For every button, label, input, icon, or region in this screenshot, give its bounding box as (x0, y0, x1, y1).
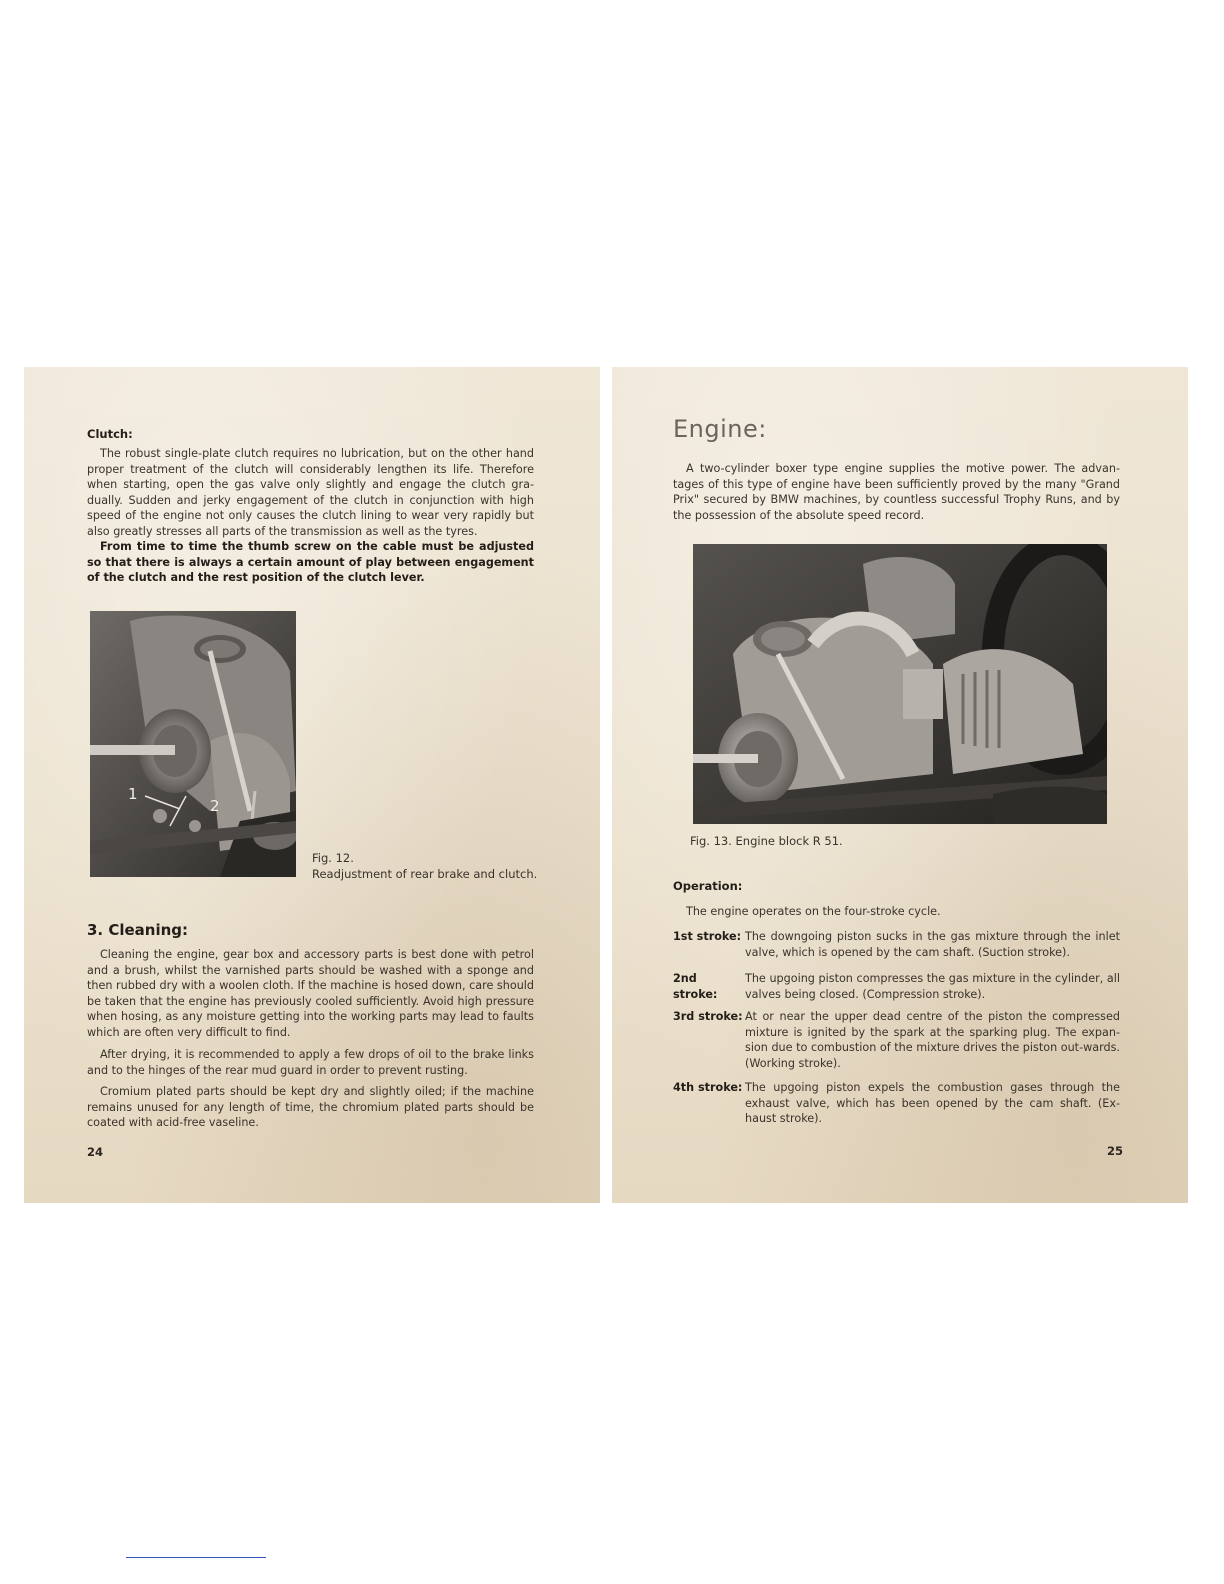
fig12-caption-text: Readjustment of rear brake and clutch. (312, 867, 538, 881)
clutch-text: The robust single-plate clutch requires no lubrication, but on the other hand proper treatment of the clutch will considerably lengthen its life. Therefore when starting, open the gas valve only slightly and engage the clutch gra-dually. Sudden and jerky engagement of the clutch in conjunction with high speed of the engine not only causes the clutch lining to wear very rapidly but also greatly stresses all parts of the transmission as well as the tyres. (87, 447, 534, 538)
stroke-row (673, 1080, 1120, 1128)
fig12-illustration (90, 611, 296, 877)
fig12-caption-number: Fig. 12. (312, 851, 354, 865)
left-page (24, 367, 600, 1203)
stroke-label: 1st stroke: (673, 930, 742, 943)
stroke-row (673, 929, 1120, 961)
stroke-row (673, 1009, 1120, 1073)
stroke-label: 3rd stroke: (673, 1010, 743, 1023)
cleaning-paragraph-3 (87, 1084, 534, 1131)
cleaning-text-3: Cromium plated parts should be kept dry and slightly oiled; if the machine remains unused for any length of time, the chromium plated parts should be coated with acid-free vaseline. (87, 1085, 534, 1130)
cleaning-text-1: Cleaning the engine, gear box and accessory parts is best done with petrol and a brush, whilst the varnished parts should be washed with a sponge and then rubbed dry with a woolen cloth. If the machine is hosed down, care should be taken that the engine has previously cooled sufficiently. Avoid high pressure when hosing, as any moisture getting into the working parts may lead to faults which are often very difficult to find. (87, 948, 534, 1039)
fig13-photo (693, 544, 1107, 824)
stroke-text: The upgoing piston compresses the gas mixture in the cylinder, all valves being closed. (Compression stroke). (745, 972, 1120, 1001)
stroke-label: 2nd stroke: (673, 972, 718, 1001)
fig13-caption: Fig. 13. Engine block R 51. (690, 834, 843, 848)
stroke-text: The downgoing piston sucks in the gas mixture through the inlet valve, which is opened by the cam shaft. (Suction stroke). (745, 930, 1120, 959)
engine-heading: Engine: (673, 415, 767, 443)
stroke-row (673, 971, 1120, 1003)
cleaning-text-2: After drying, it is recommended to apply a few drops of oil to the brake links and to the hinges of the rear mud guard in order to prevent rusting. (87, 1048, 534, 1077)
operation-heading: Operation: (673, 879, 743, 893)
clutch-note-text: From time to time the thumb screw on the cable must be adjusted so that there is always a certain amount of play between engagement of the clutch and the rest position of the clutch lever. (87, 540, 534, 585)
page-number-left: 24 (87, 1145, 104, 1159)
footnote-rule (126, 1557, 266, 1558)
fig13-illustration (693, 544, 1107, 824)
clutch-paragraph (87, 446, 534, 540)
fig12-label-2: 2 (210, 797, 220, 815)
clutch-heading: Clutch: (87, 427, 133, 441)
fig12-photo (90, 611, 296, 877)
stroke-text: At or near the upper dead centre of the piston the compressed mixture is ignited by the spark at the sparking plug. The expan-sion due to combustion of the mixture drives the piston out-wards. (Working stroke). (745, 1010, 1120, 1070)
fig12-caption (312, 850, 537, 882)
cleaning-paragraph-1 (87, 947, 534, 1041)
cleaning-paragraph-2 (87, 1047, 534, 1078)
cleaning-heading: 3. Cleaning: (87, 921, 189, 939)
clutch-note (87, 539, 534, 586)
stroke-label: 4th stroke: (673, 1081, 743, 1094)
stroke-text: The upgoing piston expels the combustion gases through the exhaust valve, which has been opened by the cam shaft. (Ex-haust stroke). (745, 1081, 1120, 1126)
engine-text: A two-cylinder boxer type engine supplies the motive power. The advan-tages of this type of engine have been sufficiently proved by the many "Grand Prix" secured by BMW machines, by countless successful Trophy Runs, and by the possession of the absolute speed record. (673, 462, 1120, 522)
engine-paragraph (673, 461, 1120, 523)
right-page (612, 367, 1188, 1203)
fig12-label-1: 1 (128, 785, 138, 803)
page-number-right: 25 (1107, 1144, 1124, 1158)
operation-intro: The engine operates on the four-stroke cycle. (686, 905, 941, 918)
